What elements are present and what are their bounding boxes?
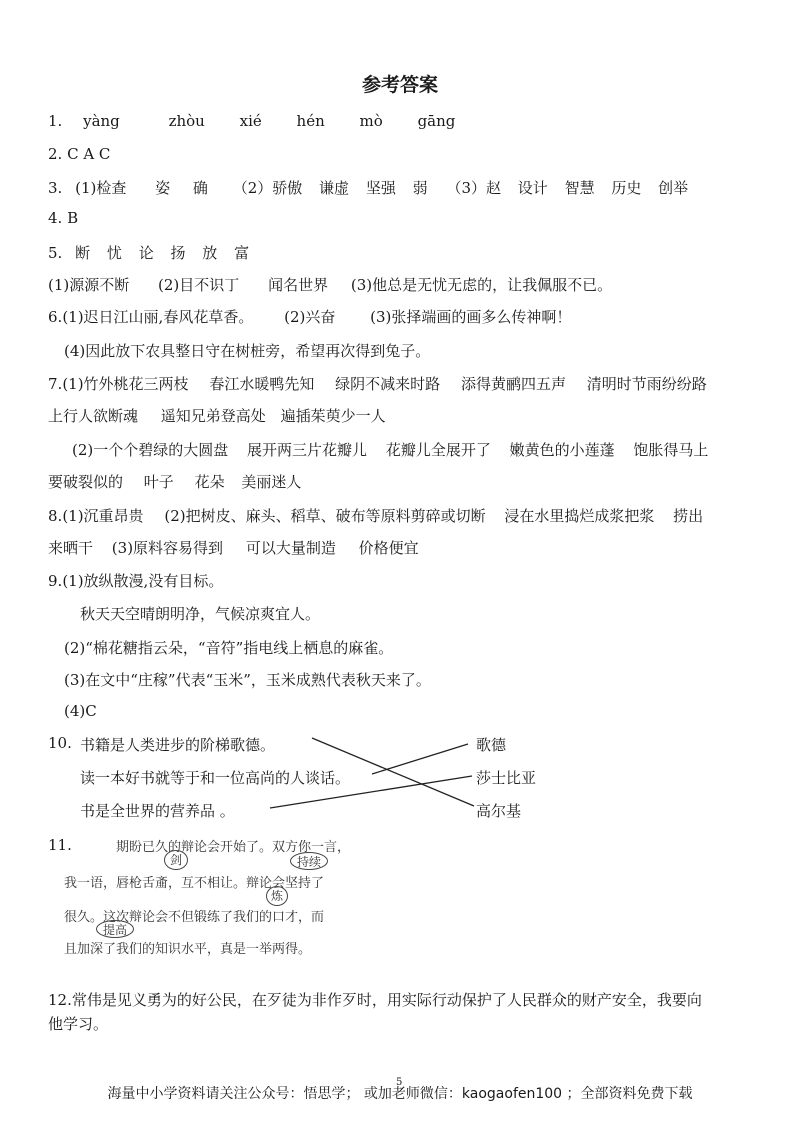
- q8-answer: 可以大量制造: [245, 539, 336, 557]
- q8-answer: 来晒干: [48, 539, 94, 557]
- q7-answer: 嫩黄色的小莲蓬: [509, 441, 615, 459]
- q9-number: 9.: [48, 572, 63, 590]
- question-11-number: 11.: [48, 836, 72, 854]
- correction-mark: 炼: [266, 886, 288, 906]
- q3-answer: 谦虚: [319, 179, 350, 197]
- q8-answer: 价格便宜: [358, 539, 419, 557]
- q8-number: 8.: [48, 507, 63, 525]
- q3-answer: 智慧: [564, 179, 595, 197]
- question-9-4: (4)C: [64, 702, 97, 720]
- q5-sub: (3)他总是无忧无虑的，让我佩服不已。: [350, 276, 613, 294]
- q7-answer: 上行人欲断魂: [48, 407, 139, 425]
- q7-answer: 添得黄鹂四五声: [460, 375, 566, 393]
- pinyin-1: yàng: [83, 112, 120, 130]
- q7-answer: 绿阴不减来时路: [335, 375, 441, 393]
- q10-right-2: 莎士比亚: [476, 769, 537, 787]
- question-9-3: (3)在文中“庄稼”代表“玉米”，玉米成熟代表秋天来了。: [64, 671, 431, 689]
- q10-left-2: 读一本好书就等于和一位高尚的人谈话。: [80, 769, 351, 787]
- q3-number: 3.: [48, 179, 63, 197]
- q3-answer: 姿: [155, 179, 171, 197]
- q7-answer: 清明时节雨纷纷路: [586, 375, 707, 393]
- q10-left-3: 书是全世界的营养品 。: [80, 802, 235, 820]
- q6-number: 6.: [48, 308, 63, 326]
- q8-answer: (1)沉重昂贵: [62, 507, 144, 525]
- correction-mark: 剑: [164, 850, 188, 870]
- q7-answer: 要破裂似的: [48, 473, 124, 491]
- correction-mark: 持续: [290, 852, 328, 870]
- question-6-4: (4)因此放下农具整日守在树桩旁，希望再次得到兔子。: [64, 342, 431, 360]
- pinyin-2: zhòu: [168, 112, 205, 130]
- q3-answer: 设计: [517, 179, 548, 197]
- q8-answer: 捞出: [673, 507, 704, 525]
- q10-right-3: 高尔基: [476, 802, 522, 820]
- correction-note: [48, 830, 388, 960]
- q3-answer: （2）骄傲: [232, 179, 303, 197]
- note-line-4: 且加深了我们的知识水平，真是一举两得。: [64, 942, 312, 957]
- q1-number: 1.: [48, 112, 63, 130]
- q5-char: 论: [138, 244, 154, 262]
- pinyin-3: xié: [239, 112, 262, 130]
- q12-answer: 常伟是见义勇为的好公民，在歹徒为非作歹时，用实际行动保护了人民群众的财产安全，我要向: [71, 991, 702, 1009]
- q3-answer: 弱: [412, 179, 428, 197]
- match-line: [312, 738, 474, 806]
- q7-answer: 花瓣儿全展开了: [385, 441, 491, 459]
- q5-char: 放: [202, 244, 218, 262]
- match-line: [372, 744, 468, 774]
- q6-answer: (2)兴奋: [284, 308, 336, 326]
- q5-sub: 闻名世界: [268, 276, 329, 294]
- pinyin-4: hén: [296, 112, 325, 130]
- q5-char: 富: [234, 244, 250, 262]
- question-9-2: (2)“棉花糖指云朵，“音符”指电线上栖息的麻雀。: [64, 639, 394, 657]
- q7-answer: (2)一个个碧绿的大圆盘: [72, 441, 229, 459]
- q7-answer: 花朵: [194, 473, 225, 491]
- q7-answer: 叶子: [143, 473, 174, 491]
- question-9-1b: 秋天天空晴朗明净，气候凉爽宜人。: [80, 605, 321, 623]
- note-line-1: 期盼已久的辩论会开始了。双方你一言，: [116, 840, 351, 855]
- q10-left-1: 书籍是人类进步的阶梯歌德。: [80, 736, 276, 754]
- q3-answer: （3）赵: [446, 179, 501, 197]
- q7-answer: 春江水暖鸭先知: [209, 375, 315, 393]
- question-12-line2: 他学习。: [48, 1015, 109, 1033]
- q7-answer: (1)竹外桃花三两枝: [62, 375, 189, 393]
- q5-sub: (2)目不识丁: [158, 276, 240, 294]
- q7-answer: 遥知兄弟登高处: [160, 407, 266, 425]
- q5-char: 忧: [106, 244, 122, 262]
- pinyin-6: gāng: [417, 112, 456, 130]
- q10-right-1: 歌德: [476, 736, 507, 754]
- q3-answer: 确: [192, 179, 208, 197]
- question-2: 2. C A C: [48, 145, 111, 163]
- q7-number: 7.: [48, 375, 63, 393]
- question-4: 4. B: [48, 209, 79, 227]
- q3-answer: 创举: [658, 179, 689, 197]
- q7-answer: 饱胀得马上: [633, 441, 709, 459]
- footer-note: 海量中小学资料请关注公众号：悟思学； 或加老师微信：kaogaofen100 ；全部资料免费下载: [107, 1086, 693, 1102]
- q5-number: 5.: [48, 244, 63, 262]
- q3-answer: 坚强: [365, 179, 396, 197]
- page-number: 5: [396, 1077, 403, 1088]
- page-title: 参考答案: [361, 74, 438, 96]
- q5-char: 扬: [170, 244, 186, 262]
- correction-mark: 提高: [96, 920, 134, 938]
- q7-answer: 展开两三片花瓣儿: [247, 441, 368, 459]
- q3-answer: 历史: [611, 179, 642, 197]
- note-line-3: 很久。这次辩论会不但锻练了我们的口才，而: [64, 910, 325, 925]
- q9-answer: (1)放纵散漫,没有目标。: [62, 572, 224, 590]
- q7-answer: 美丽迷人: [241, 473, 302, 491]
- question-10-number: 10.: [48, 734, 72, 752]
- q6-answer: (3)张择端画的画多么传神啊！: [370, 308, 572, 326]
- q8-answer: 浸在水里捣烂成浆把浆: [504, 507, 655, 525]
- pinyin-5: mò: [359, 112, 383, 130]
- q6-answer: (1)迟日江山丽,春风花草香。: [62, 308, 254, 326]
- question-12: [48, 989, 702, 1010]
- q5-char: 断: [75, 244, 91, 262]
- q8-answer: (2)把树皮、麻头、稻草、破布等原料剪碎或切断: [164, 507, 486, 525]
- q3-answer: (1)检查: [75, 179, 127, 197]
- q8-answer: (3)原料容易得到: [111, 539, 224, 557]
- note-line-2: 我一语，唇枪舌齑，互不相让。辩论会坚持了: [64, 876, 325, 891]
- q5-sub: (1)源源不断: [48, 276, 130, 294]
- q12-number: 12.: [48, 991, 72, 1009]
- q7-answer: 遍插茱萸少一人: [280, 407, 386, 425]
